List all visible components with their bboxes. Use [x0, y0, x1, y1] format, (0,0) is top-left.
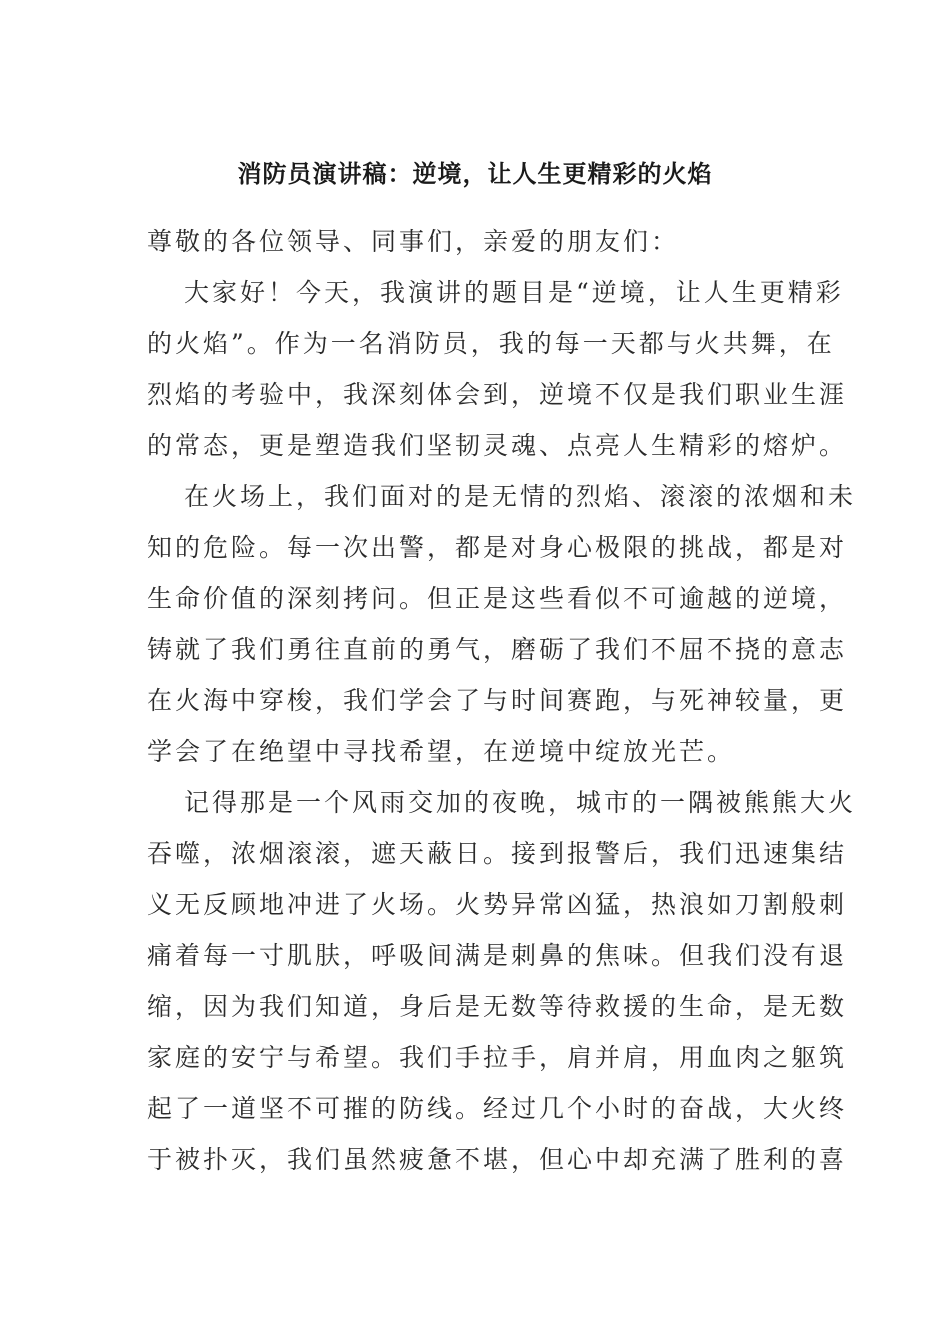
document-title: 消防员演讲稿：逆境，让人生更精彩的火焰 [237, 159, 713, 188]
paragraph-1 [147, 267, 848, 471]
document-body [147, 216, 857, 1185]
paragraph-2 [147, 471, 857, 777]
text-line: 大家好！今天，我演讲的题目是“逆境，让人生更精彩 [184, 278, 844, 307]
text-line: 知的危险。每一次出警，都是对身心极限的挑战，都是对 [147, 533, 848, 562]
salutation: 尊敬的各位领导、同事们，亲爱的朋友们： [147, 227, 680, 256]
text-line: 义无反顾地冲进了火场。火势异常凶猛，热浪如刀割般刺 [147, 890, 848, 919]
text-line: 痛着每一寸肌肤，呼吸间满是刺鼻的焦味。但我们没有退 [147, 941, 848, 970]
text-line: 于被扑灭，我们虽然疲惫不堪，但心中却充满了胜利的喜 [147, 1145, 848, 1174]
text-line: 生命价值的深刻拷问。但正是这些看似不可逾越的逆境， [147, 584, 848, 613]
text-line: 在火场上，我们面对的是无情的烈焰、滚滚的浓烟和未 [184, 482, 857, 511]
text-line: 铸就了我们勇往直前的勇气，磨砺了我们不屈不挠的意志 [147, 635, 848, 664]
paragraph-3 [147, 777, 857, 1185]
text-line: 起了一道坚不可摧的防线。经过几个小时的奋战，大火终 [147, 1094, 848, 1123]
text-line: 家庭的安宁与希望。我们手拉手，肩并肩，用血肉之躯筑 [147, 1043, 848, 1072]
text-line: 的火焰”。作为一名消防员，我的每一天都与火共舞，在 [147, 329, 835, 358]
text-line: 缩，因为我们知道，身后是无数等待救援的生命，是无数 [147, 992, 848, 1021]
text-line: 在火海中穿梭，我们学会了与时间赛跑，与死神较量，更 [147, 686, 848, 715]
text-line: 记得那是一个风雨交加的夜晚，城市的一隅被熊熊大火 [184, 788, 857, 817]
text-line: 烈焰的考验中，我深刻体会到，逆境不仅是我们职业生涯 [147, 380, 848, 409]
text-line: 的常态，更是塑造我们坚韧灵魂、点亮人生精彩的熔炉。 [147, 431, 848, 460]
text-line: 学会了在绝望中寻找希望，在逆境中绽放光芒。 [147, 737, 736, 766]
text-line: 吞噬，浓烟滚滚，遮天蔽日。接到报警后，我们迅速集结 [147, 839, 848, 868]
